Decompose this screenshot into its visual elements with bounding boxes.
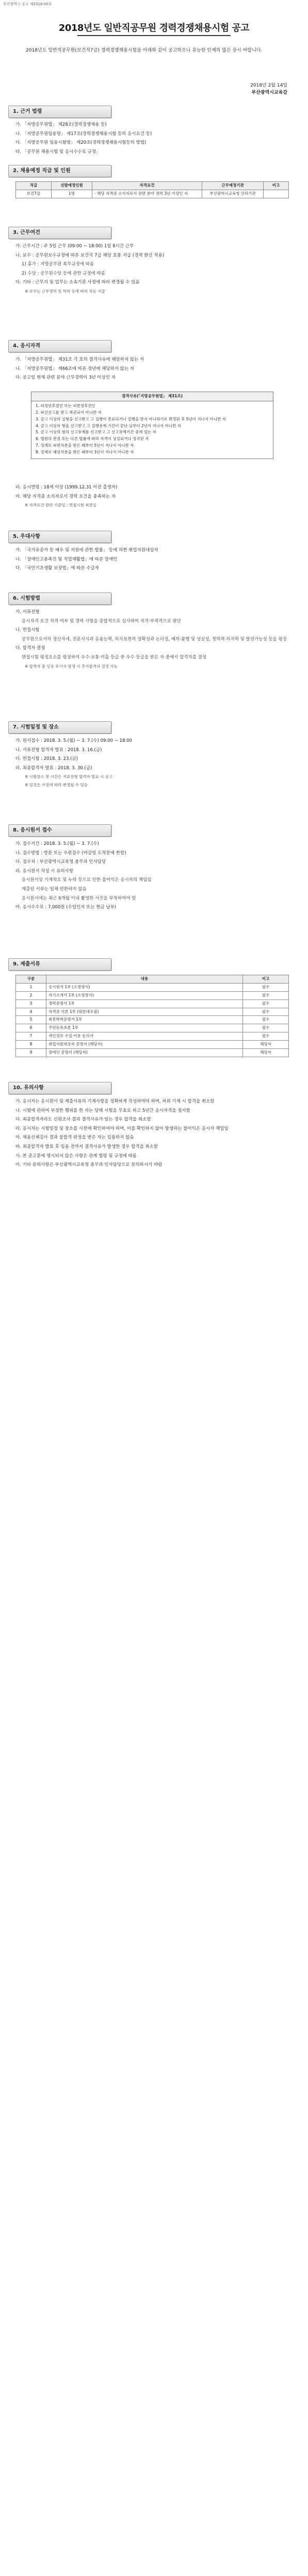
s10-line: 나. 시험에 관하여 부정한 행위를 한 자는 당해 시험을 무효로 하고 5년간 응시자격을 정지함 — [15, 1108, 190, 1113]
disqualification-box — [31, 392, 273, 459]
box-line: 1. 피성년후견인 또는 피한정후견인 — [36, 403, 95, 408]
table-cell: 필수 — [243, 983, 289, 991]
s6-note: ※ 합격자 중 임용 포기자 발생 시 추가합격자 결정 가능 — [25, 664, 118, 669]
table-row — [16, 983, 289, 991]
table-cell: 해당자 — [243, 1041, 289, 1049]
table-cell — [264, 190, 289, 198]
table-row — [16, 1008, 289, 1016]
s6-sub: 면접시험 평정요소를 평정하여 우수·보통·미흡 등급 중 우수 등급을 받은 자 중에서 합격자를 결정 — [22, 654, 207, 660]
s8-sub: 응시원서에는 최근 6개월 이내 촬영한 사진을 부착하여야 함 — [22, 895, 136, 901]
table-row — [16, 1032, 289, 1041]
s10-line: 바. 최종합격자 발표 후 임용 전까지 결격사유가 발생한 경우 합격을 취소함 — [15, 1144, 158, 1149]
s4-after-line: 라. 응시연령 : 18세 이상 (1999.12.31 이전 출생자) — [15, 485, 118, 490]
s6-line: 가. 서류전형 — [15, 609, 40, 615]
section-3-heading: 3. 근무여건 — [8, 227, 111, 239]
box-line: 7. 징계로 파면처분을 받은 때부터 5년이 지나지 아니한 자 — [36, 443, 134, 448]
s8-sub: 제출된 서류는 일체 반환하지 않음 — [22, 886, 87, 892]
table-cell: 7 — [16, 1032, 46, 1041]
table-header: 구분 — [16, 975, 46, 984]
table-header: 선발예정인원 — [52, 182, 92, 190]
s8-line: 가. 접수기간 : 2018. 3. 5.(월) ~ 3. 7.(수) — [15, 841, 99, 846]
table-cell: 8 — [16, 1041, 46, 1049]
box-title: 결격사유(「지방공무원법」 제31조) — [31, 392, 273, 401]
table-header: 비고 — [243, 975, 289, 984]
section-3-body — [15, 243, 289, 297]
table-cell: 필수 — [243, 1032, 289, 1041]
section-9-heading: 9. 제출서류 — [8, 958, 111, 971]
table-cell: 개인정보 수집·이용 동의서 — [46, 1032, 243, 1041]
section-7-heading: 7. 시험일정 및 장소 — [8, 721, 111, 734]
s8-line: 마. 응시수수료 : 7,000원 (수입인지 또는 현금 납부) — [15, 905, 117, 910]
table-header: 내용 — [46, 975, 243, 984]
section-5-body — [15, 547, 289, 574]
section-1-heading: 1. 근거 법령 — [8, 106, 111, 118]
table-row — [16, 1024, 289, 1032]
section-10-heading: 10. 유의사항 — [8, 1082, 111, 1094]
top-note: 부산광역시 공고 제2018-00호 — [3, 2, 52, 6]
page-title: 2018년도 일반직공무원 경력경쟁채용시험 공고 — [58, 23, 250, 33]
table-cell: 부산광역시교육청 산하기관 — [202, 190, 264, 198]
s8-line: 나. 접수방법 : 방문 또는 우편접수 (마감일 도착분에 한함) — [15, 850, 126, 856]
s3-line: 가. 근무시간 : 주 5일 근무 (09:00 ~ 18:00) 1일 8시간 근무 — [15, 244, 134, 249]
table-cell: 자격증 사본 1부 (원본대조필) — [46, 1008, 243, 1016]
section-2-heading: 2. 채용예정 직급 및 인원 — [8, 165, 111, 177]
table-row — [16, 1041, 289, 1049]
box-line: 8. 징계로 해임처분을 받은 때부터 3년이 지나지 아니한 자 — [36, 450, 134, 454]
s6-line: 나. 면접시험 — [15, 628, 40, 633]
table-cell: 필수 — [243, 1024, 289, 1032]
s7-line: 라. 최종합격자 발표 : 2018. 3. 30.(금) — [15, 765, 92, 771]
box-line: 3. 금고 이상의 실형을 선고받고 그 집행이 종료되거나 집행을 받지 아니하기로 확정된 후 5년이 지나지 아니한 자 — [36, 416, 226, 421]
s5-line: 가. 「국가유공자 등 예우 및 지원에 관한 법률」 등에 의한 취업지원대상자 — [15, 548, 158, 553]
s1-line: 라. 「공무원 채용시험 및 응시수수료 규정」 — [15, 149, 101, 155]
section-4-after — [15, 484, 289, 511]
table-cell: 필수 — [243, 1016, 289, 1024]
table-cell: 필수 — [243, 1008, 289, 1016]
s3-sub: 2) 수당 : 공무원수당 등에 관한 규정에 따름 — [22, 270, 105, 276]
s7-line: 나. 서류전형 합격자 발표 : 2018. 3. 16.(금) — [15, 747, 102, 753]
s4-line: 나. 「지방공무원법」 제66조에 따른 정년에 해당하지 않는 자 — [15, 366, 135, 371]
table-cell: - 해당 자격증 소지자로서 관련 분야 경력 3년 이상인 자 — [92, 190, 202, 198]
table-cell: 응시원서 1부 (소정양식) — [46, 983, 243, 991]
positions-table — [15, 181, 289, 198]
table-header: 직급 — [16, 182, 52, 190]
table-cell: 5 — [16, 1016, 46, 1024]
s6-sub: 공무원으로서의 정신자세, 전문지식과 응용능력, 의사표현의 정확성과 논리성, 예의·품행 및 성실성, 창의력·의지력 및 발전가능성 등을 평정 — [22, 636, 287, 642]
s8-line: 다. 접수처 : 부산광역시교육청 총무과 인사담당 — [15, 859, 106, 865]
section-8-body — [15, 841, 289, 913]
s10-line: 다. 최종합격자라도 신원조사 결과 결격사유가 있는 경우 합격을 취소함 — [15, 1117, 151, 1123]
table-cell: 필수 — [243, 991, 289, 999]
s10-line: 마. 채용신체검사 결과 불합격 판정을 받은 자는 임용하지 않음 — [15, 1135, 134, 1141]
table-cell: 3 — [16, 999, 46, 1008]
table-cell: 해당자 — [243, 1048, 289, 1057]
s4-after-line: 마. 해당 자격증 소지자로서 경력 요건을 충족하는 자 — [15, 494, 116, 499]
s6-sub: 응시자격 요건 적격 여부 및 경력 사항을 종합적으로 심사하여 적격·부적격으로 판단 — [22, 618, 181, 624]
s8-sub: 응시원서상 기재착오 및 누락 등으로 인한 불이익은 응시자의 책임임 — [22, 877, 152, 883]
box-line: 2. 파산선고를 받고 복권되지 아니한 자 — [36, 410, 102, 415]
s1-line: 나. 「지방공무원임용령」 제17조(경력경쟁채용시험 등의 응시요건 등) — [15, 131, 152, 137]
table-cell: 보건7급 — [16, 190, 52, 198]
s10-line: 사. 본 공고문에 명시되지 않은 사항은 관계 법령 및 규정에 따름 — [15, 1153, 137, 1159]
table-cell: 취업지원대상자 증명서 (해당자) — [46, 1041, 243, 1049]
s10-line: 라. 응시자는 시험일정 및 장소를 사전에 확인하여야 하며, 이를 확인하지 않아 발생하는 불이익은 응시자 책임임 — [15, 1126, 229, 1131]
table-row — [16, 991, 289, 999]
table-cell: 6 — [16, 1024, 46, 1032]
table-row — [16, 1048, 289, 1057]
s5-line: 다. 「국민기초생활 보장법」에 따른 수급자 — [15, 566, 99, 571]
table-header: 비고 — [264, 182, 289, 190]
s3-sub: 1) 휴가 : 지방공무원 복무규정에 따름 — [22, 262, 94, 267]
s1-line: 가. 「지방공무원법」 제28조(경력경쟁채용 등) — [15, 122, 107, 127]
section-6-heading: 6. 시험방법 — [8, 592, 111, 605]
documents-table — [15, 975, 289, 1057]
box-line: 4. 금고 이상의 형을 선고받고 그 집행유예 기간이 끝난 날부터 2년이 지나지 아니한 자 — [36, 423, 182, 428]
table-cell: 경력증명서 1부 — [46, 999, 243, 1008]
table-header: 근무예정기관 — [202, 182, 264, 190]
table-cell: 최종학력증명서 1부 — [46, 1016, 243, 1024]
s7-line: 다. 면접시험 : 2018. 3. 23.(금) — [15, 756, 78, 762]
table-cell: 자기소개서 1부 (소정양식) — [46, 991, 243, 999]
table-header-row — [16, 975, 289, 984]
table-cell: 장애인 증명서 (해당자) — [46, 1048, 243, 1057]
section-4-body — [15, 357, 289, 384]
s3-note: ※ 보수는 근무경력 및 학력 등에 따라 차등 지급 — [25, 289, 105, 294]
table-cell: 1명 — [52, 190, 92, 198]
table-cell: 4 — [16, 1008, 46, 1016]
s7-note: ※ 시험장소 및 시간은 서류전형 합격자 발표 시 공고 — [25, 774, 113, 779]
s1-line: 다. 「지방공무원 임용시험령」 제20조(경력경쟁채용시험등의 방법) — [15, 140, 147, 146]
table-header-row — [16, 182, 289, 190]
section-6-body — [15, 609, 289, 672]
box-line: 5. 금고 이상의 형의 선고유예를 선고받고 그 선고유예기간 중에 있는 자 — [36, 430, 156, 435]
table-cell: 9 — [16, 1048, 46, 1057]
section-4-heading: 4. 응시자격 — [8, 340, 111, 352]
announcement-date: 2018년 2월 14일 — [250, 83, 287, 88]
section-7-body — [15, 738, 289, 790]
issuing-org: 부산광역시교육감 — [251, 90, 287, 95]
s10-line: 가. 응시자는 응시원서 및 제출서류의 기재사항을 정확하게 작성하여야 하며, 허위 기재 시 합격을 취소함 — [15, 1099, 215, 1104]
intro-text: 2018년도 일반직공무원(보건직7급) 경력경쟁채용시험을 아래와 같이 공고하오니 유능한 인재의 많은 응시 바랍니다. — [26, 48, 263, 53]
s7-note: ※ 일정은 사정에 따라 변경될 수 있음 — [25, 783, 88, 788]
box-line: 6. 법원의 판결 또는 다른 법률에 따라 자격이 상실되거나 정지된 자 — [36, 436, 149, 442]
section-5-heading: 5. 우대사항 — [8, 531, 111, 543]
s3-line: 다. 기타 : 근무지 및 업무는 소속기관 사정에 따라 변경될 수 있음 — [15, 280, 140, 285]
table-cell: 1 — [16, 983, 46, 991]
section-10-body — [15, 1098, 289, 1171]
s7-line: 가. 원서접수 : 2018. 3. 5.(월) ~ 3. 7.(수) 09:00 ~ 18:00 — [15, 738, 133, 743]
s4-line: 다. 공고일 현재 관련 분야 근무경력이 3년 이상인 자 — [15, 375, 116, 381]
s4-after-note: ※ 자격요건 판단 기준일 : 면접시험 최종일 — [25, 503, 97, 508]
title-underline — [77, 35, 231, 36]
s10-line: 아. 기타 문의사항은 부산광역시교육청 총무과 인사담당으로 문의하시기 바람 — [15, 1162, 163, 1168]
table-row — [16, 1016, 289, 1024]
section-1-body — [15, 122, 289, 158]
s3-line: 나. 보수 : 공무원보수규정에 따른 보건직 7급 해당 호봉 지급 (경력 환산 적용) — [15, 252, 165, 258]
table-header: 자격요건 — [92, 182, 202, 190]
s5-line: 나. 「장애인고용촉진 및 직업재활법」에 따른 장애인 — [15, 556, 118, 562]
table-cell: 주민등록초본 1부 — [46, 1024, 243, 1032]
table-cell: 필수 — [243, 999, 289, 1008]
s6-line: 다. 합격자 결정 — [15, 646, 45, 651]
s8-line: 라. 응시원서 작성 시 유의사항 — [15, 868, 74, 874]
section-8-heading: 8. 응시원서 접수 — [8, 824, 111, 837]
table-row — [16, 190, 289, 198]
table-cell: 2 — [16, 991, 46, 999]
s4-line: 가. 「지방공무원법」 제31조 각 호의 결격사유에 해당하지 않는 자 — [15, 357, 144, 362]
table-row — [16, 999, 289, 1008]
